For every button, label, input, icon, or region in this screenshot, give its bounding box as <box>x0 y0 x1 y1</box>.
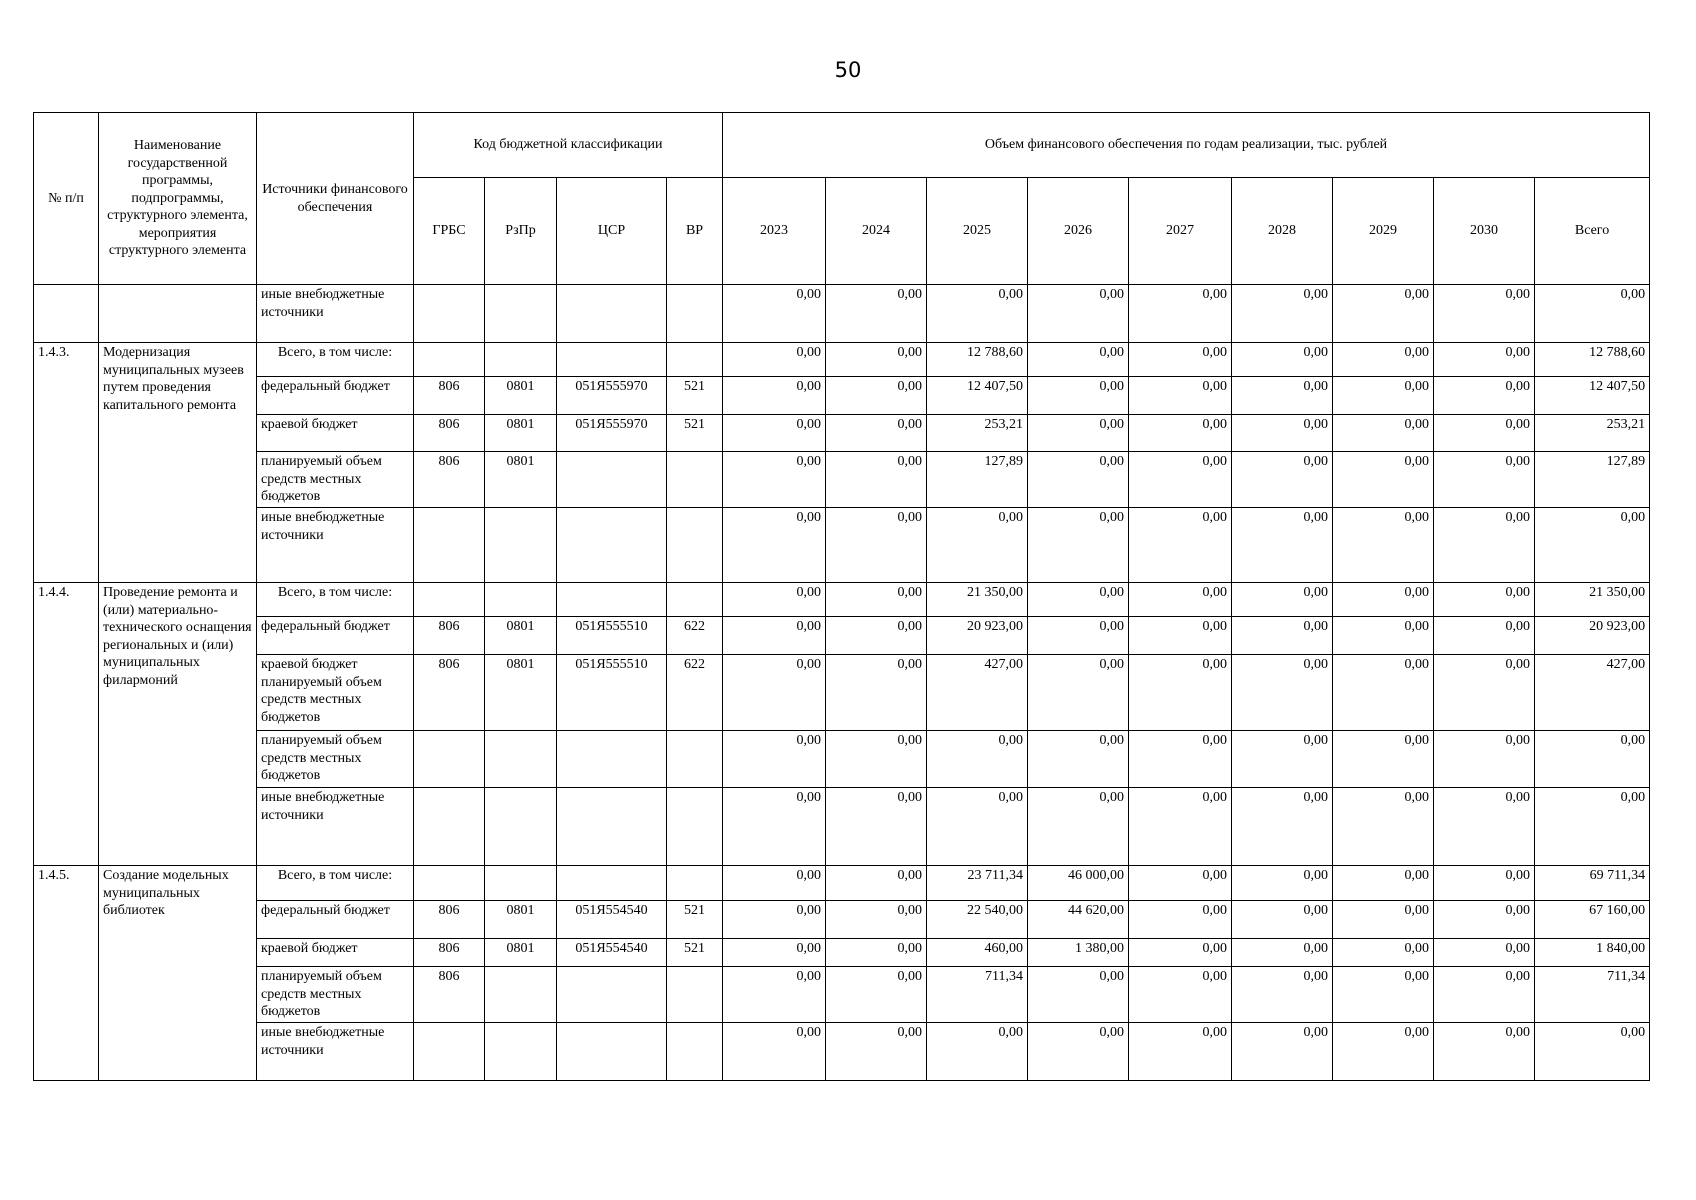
grbs-code <box>414 285 485 343</box>
amount-2027: 0,00 <box>1129 415 1232 452</box>
total-label: Всего, в том числе: <box>257 343 414 377</box>
amount-2025: 0,00 <box>927 1023 1028 1081</box>
total-label: Всего, в том числе: <box>257 866 414 901</box>
rzpr-code <box>485 285 557 343</box>
vr-code <box>667 508 723 583</box>
rzpr-code <box>485 508 557 583</box>
amount-2029: 0,00 <box>1333 583 1434 617</box>
row-number: 1.4.4. <box>34 583 99 866</box>
amount-2026: 0,00 <box>1028 377 1129 415</box>
row-number: 1.4.3. <box>34 343 99 583</box>
amount-2026: 0,00 <box>1028 508 1129 583</box>
header-budget-code: Код бюджетной классификации <box>414 113 723 178</box>
amount-2030: 0,00 <box>1434 508 1535 583</box>
table-row <box>34 655 1650 731</box>
header-year-2028: 2028 <box>1232 178 1333 285</box>
amount-2023: 0,00 <box>723 1023 826 1081</box>
amount-2030: 0,00 <box>1434 967 1535 1023</box>
amount-2027: 0,00 <box>1129 617 1232 655</box>
grbs-code: 806 <box>414 901 485 939</box>
amount-2030: 0,00 <box>1434 415 1535 452</box>
amount-2026: 0,00 <box>1028 285 1129 343</box>
measure-name: Проведение ремонта и (или) материально-технического оснащения региональных и (или) муниципальных филармоний <box>99 583 257 866</box>
funding-source: иные внебюджетные источники <box>257 788 414 866</box>
rzpr-code: 0801 <box>485 377 557 415</box>
csr-code <box>557 866 667 901</box>
table-row <box>34 788 1650 866</box>
header-year-2024: 2024 <box>826 178 927 285</box>
table-row <box>34 617 1650 655</box>
amount-2023: 0,00 <box>723 583 826 617</box>
amount-total: 67 160,00 <box>1535 901 1650 939</box>
amount-2029: 0,00 <box>1333 617 1434 655</box>
amount-2024: 0,00 <box>826 452 927 508</box>
amount-2023: 0,00 <box>723 508 826 583</box>
grbs-code: 806 <box>414 415 485 452</box>
grbs-code: 806 <box>414 967 485 1023</box>
amount-2023: 0,00 <box>723 866 826 901</box>
table-row <box>34 939 1650 967</box>
amount-2025: 0,00 <box>927 508 1028 583</box>
grbs-code <box>414 731 485 788</box>
grbs-code <box>414 866 485 901</box>
table-row <box>34 901 1650 939</box>
amount-2027: 0,00 <box>1129 939 1232 967</box>
amount-2024: 0,00 <box>826 583 927 617</box>
amount-2023: 0,00 <box>723 285 826 343</box>
table-row <box>34 731 1650 788</box>
csr-code: 051Я555970 <box>557 377 667 415</box>
financing-table <box>33 112 1650 1081</box>
amount-2023: 0,00 <box>723 967 826 1023</box>
vr-code: 622 <box>667 655 723 731</box>
total-label: Всего, в том числе: <box>257 583 414 617</box>
amount-2030: 0,00 <box>1434 285 1535 343</box>
rzpr-code: 0801 <box>485 939 557 967</box>
amount-2026: 0,00 <box>1028 655 1129 731</box>
vr-code: 521 <box>667 377 723 415</box>
amount-2023: 0,00 <box>723 901 826 939</box>
amount-2024: 0,00 <box>826 377 927 415</box>
vr-code <box>667 343 723 377</box>
table-row <box>34 1023 1650 1081</box>
amount-2024: 0,00 <box>826 343 927 377</box>
amount-total: 20 923,00 <box>1535 617 1650 655</box>
amount-2026: 46 000,00 <box>1028 866 1129 901</box>
funding-source: иные внебюджетные источники <box>257 1023 414 1081</box>
csr-code <box>557 583 667 617</box>
amount-total: 69 711,34 <box>1535 866 1650 901</box>
amount-2030: 0,00 <box>1434 731 1535 788</box>
csr-code <box>557 343 667 377</box>
amount-2027: 0,00 <box>1129 508 1232 583</box>
vr-code: 622 <box>667 617 723 655</box>
amount-2023: 0,00 <box>723 452 826 508</box>
header-grbs: ГРБС <box>414 178 485 285</box>
amount-total: 0,00 <box>1535 731 1650 788</box>
amount-2024: 0,00 <box>826 866 927 901</box>
funding-source: краевой бюджет <box>257 415 414 452</box>
amount-2024: 0,00 <box>826 508 927 583</box>
measure-name: Модернизация муниципальных музеев путем проведения капитального ремонта <box>99 343 257 583</box>
amount-2030: 0,00 <box>1434 583 1535 617</box>
amount-2027: 0,00 <box>1129 901 1232 939</box>
header-year-2025: 2025 <box>927 178 1028 285</box>
amount-2028: 0,00 <box>1232 452 1333 508</box>
rzpr-code <box>485 583 557 617</box>
header-year-2029: 2029 <box>1333 178 1434 285</box>
header-volume: Объем финансового обеспечения по годам реализации, тыс. рублей <box>723 113 1650 178</box>
amount-2025: 427,00 <box>927 655 1028 731</box>
funding-source: федеральный бюджет <box>257 377 414 415</box>
vr-code: 521 <box>667 415 723 452</box>
table-row <box>34 866 1650 901</box>
vr-code <box>667 731 723 788</box>
amount-2024: 0,00 <box>826 731 927 788</box>
csr-code <box>557 731 667 788</box>
amount-2028: 0,00 <box>1232 1023 1333 1081</box>
header-rzpr: РзПр <box>485 178 557 285</box>
rzpr-code <box>485 967 557 1023</box>
funding-source: иные внебюджетные источники <box>257 285 414 343</box>
amount-2026: 0,00 <box>1028 415 1129 452</box>
amount-2030: 0,00 <box>1434 788 1535 866</box>
amount-2023: 0,00 <box>723 377 826 415</box>
amount-2027: 0,00 <box>1129 967 1232 1023</box>
csr-code <box>557 285 667 343</box>
amount-2024: 0,00 <box>826 901 927 939</box>
amount-2030: 0,00 <box>1434 452 1535 508</box>
rzpr-code: 0801 <box>485 901 557 939</box>
amount-2023: 0,00 <box>723 415 826 452</box>
amount-2028: 0,00 <box>1232 655 1333 731</box>
amount-2026: 0,00 <box>1028 617 1129 655</box>
amount-2027: 0,00 <box>1129 583 1232 617</box>
amount-2029: 0,00 <box>1333 655 1434 731</box>
header-year-2027: 2027 <box>1129 178 1232 285</box>
measure-name <box>99 285 257 343</box>
rzpr-code: 0801 <box>485 617 557 655</box>
grbs-code: 806 <box>414 939 485 967</box>
amount-total: 253,21 <box>1535 415 1650 452</box>
amount-2029: 0,00 <box>1333 788 1434 866</box>
amount-2025: 0,00 <box>927 788 1028 866</box>
amount-2026: 1 380,00 <box>1028 939 1129 967</box>
funding-source: краевой бюджет планируемый объем средств местных бюджетов <box>257 655 414 731</box>
page-number: 50 <box>834 58 862 82</box>
amount-2029: 0,00 <box>1333 901 1434 939</box>
amount-2025: 460,00 <box>927 939 1028 967</box>
header-total: Всего <box>1535 178 1650 285</box>
amount-2029: 0,00 <box>1333 939 1434 967</box>
vr-code <box>667 583 723 617</box>
amount-2027: 0,00 <box>1129 1023 1232 1081</box>
amount-2030: 0,00 <box>1434 617 1535 655</box>
table-row <box>34 285 1650 343</box>
grbs-code <box>414 583 485 617</box>
grbs-code: 806 <box>414 452 485 508</box>
amount-2026: 0,00 <box>1028 583 1129 617</box>
amount-2023: 0,00 <box>723 343 826 377</box>
amount-2029: 0,00 <box>1333 415 1434 452</box>
amount-2026: 0,00 <box>1028 788 1129 866</box>
amount-2024: 0,00 <box>826 415 927 452</box>
amount-total: 127,89 <box>1535 452 1650 508</box>
grbs-code: 806 <box>414 617 485 655</box>
vr-code <box>667 866 723 901</box>
amount-2029: 0,00 <box>1333 377 1434 415</box>
amount-2028: 0,00 <box>1232 508 1333 583</box>
vr-code: 521 <box>667 901 723 939</box>
amount-2023: 0,00 <box>723 939 826 967</box>
amount-2026: 44 620,00 <box>1028 901 1129 939</box>
amount-2025: 21 350,00 <box>927 583 1028 617</box>
csr-code: 051Я555510 <box>557 617 667 655</box>
amount-2024: 0,00 <box>826 1023 927 1081</box>
table-row <box>34 583 1650 617</box>
amount-2023: 0,00 <box>723 731 826 788</box>
amount-2025: 22 540,00 <box>927 901 1028 939</box>
amount-2028: 0,00 <box>1232 967 1333 1023</box>
table-row <box>34 508 1650 583</box>
amount-2025: 253,21 <box>927 415 1028 452</box>
amount-total: 1 840,00 <box>1535 939 1650 967</box>
amount-2029: 0,00 <box>1333 967 1434 1023</box>
csr-code: 051Я554540 <box>557 939 667 967</box>
amount-2025: 23 711,34 <box>927 866 1028 901</box>
amount-2024: 0,00 <box>826 967 927 1023</box>
amount-2030: 0,00 <box>1434 1023 1535 1081</box>
vr-code <box>667 452 723 508</box>
rzpr-code <box>485 1023 557 1081</box>
table-row <box>34 343 1650 377</box>
amount-2025: 12 788,60 <box>927 343 1028 377</box>
rzpr-code: 0801 <box>485 655 557 731</box>
csr-code: 051Я554540 <box>557 901 667 939</box>
vr-code <box>667 788 723 866</box>
amount-2028: 0,00 <box>1232 788 1333 866</box>
amount-2025: 0,00 <box>927 285 1028 343</box>
amount-total: 711,34 <box>1535 967 1650 1023</box>
table-row <box>34 967 1650 1023</box>
amount-2025: 711,34 <box>927 967 1028 1023</box>
amount-2028: 0,00 <box>1232 583 1333 617</box>
amount-2029: 0,00 <box>1333 731 1434 788</box>
amount-2027: 0,00 <box>1129 866 1232 901</box>
amount-2030: 0,00 <box>1434 377 1535 415</box>
amount-2023: 0,00 <box>723 788 826 866</box>
amount-2029: 0,00 <box>1333 508 1434 583</box>
amount-2027: 0,00 <box>1129 788 1232 866</box>
amount-2025: 127,89 <box>927 452 1028 508</box>
header-name: Наименование государственной программы, подпрограммы, структурного элемента, мероприятия структурного элемента <box>99 113 257 285</box>
amount-2030: 0,00 <box>1434 655 1535 731</box>
amount-2027: 0,00 <box>1129 731 1232 788</box>
amount-2025: 0,00 <box>927 731 1028 788</box>
amount-2029: 0,00 <box>1333 1023 1434 1081</box>
amount-2028: 0,00 <box>1232 285 1333 343</box>
funding-source: планируемый объем средств местных бюджетов <box>257 967 414 1023</box>
table-row <box>34 415 1650 452</box>
amount-2024: 0,00 <box>826 788 927 866</box>
amount-2028: 0,00 <box>1232 866 1333 901</box>
measure-name: Создание модельных муниципальных библиотек <box>99 866 257 1081</box>
amount-2028: 0,00 <box>1232 901 1333 939</box>
rzpr-code: 0801 <box>485 415 557 452</box>
csr-code <box>557 452 667 508</box>
csr-code: 051Я555510 <box>557 655 667 731</box>
funding-source: федеральный бюджет <box>257 901 414 939</box>
grbs-code <box>414 1023 485 1081</box>
header-year-2030: 2030 <box>1434 178 1535 285</box>
table-row <box>34 452 1650 508</box>
csr-code: 051Я555970 <box>557 415 667 452</box>
amount-2026: 0,00 <box>1028 731 1129 788</box>
amount-2028: 0,00 <box>1232 731 1333 788</box>
vr-code <box>667 967 723 1023</box>
funding-source: федеральный бюджет <box>257 617 414 655</box>
grbs-code: 806 <box>414 655 485 731</box>
amount-2029: 0,00 <box>1333 343 1434 377</box>
csr-code <box>557 508 667 583</box>
amount-total: 0,00 <box>1535 1023 1650 1081</box>
amount-2028: 0,00 <box>1232 415 1333 452</box>
grbs-code <box>414 508 485 583</box>
rzpr-code <box>485 788 557 866</box>
header-year-2023: 2023 <box>723 178 826 285</box>
funding-source: планируемый объем средств местных бюджетов <box>257 452 414 508</box>
table-header <box>34 113 1650 285</box>
amount-2026: 0,00 <box>1028 452 1129 508</box>
csr-code <box>557 788 667 866</box>
amount-total: 12 788,60 <box>1535 343 1650 377</box>
amount-2024: 0,00 <box>826 285 927 343</box>
grbs-code <box>414 788 485 866</box>
table-body <box>34 285 1650 1081</box>
header-csr: ЦСР <box>557 178 667 285</box>
amount-2027: 0,00 <box>1129 285 1232 343</box>
amount-total: 0,00 <box>1535 508 1650 583</box>
amount-total: 21 350,00 <box>1535 583 1650 617</box>
rzpr-code <box>485 866 557 901</box>
amount-2030: 0,00 <box>1434 901 1535 939</box>
funding-source: иные внебюджетные источники <box>257 508 414 583</box>
grbs-code: 806 <box>414 377 485 415</box>
amount-2029: 0,00 <box>1333 285 1434 343</box>
header-num: № п/п <box>34 113 99 285</box>
vr-code <box>667 1023 723 1081</box>
amount-total: 427,00 <box>1535 655 1650 731</box>
amount-total: 12 407,50 <box>1535 377 1650 415</box>
header-vr: ВР <box>667 178 723 285</box>
vr-code: 521 <box>667 939 723 967</box>
rzpr-code <box>485 731 557 788</box>
table-row <box>34 377 1650 415</box>
amount-2026: 0,00 <box>1028 343 1129 377</box>
header-year-2026: 2026 <box>1028 178 1129 285</box>
csr-code <box>557 1023 667 1081</box>
amount-2028: 0,00 <box>1232 343 1333 377</box>
amount-2029: 0,00 <box>1333 452 1434 508</box>
amount-2024: 0,00 <box>826 939 927 967</box>
amount-2026: 0,00 <box>1028 967 1129 1023</box>
funding-source: краевой бюджет <box>257 939 414 967</box>
funding-source: планируемый объем средств местных бюджетов <box>257 731 414 788</box>
amount-2024: 0,00 <box>826 617 927 655</box>
amount-2027: 0,00 <box>1129 452 1232 508</box>
amount-2030: 0,00 <box>1434 939 1535 967</box>
amount-2027: 0,00 <box>1129 377 1232 415</box>
amount-2026: 0,00 <box>1028 1023 1129 1081</box>
rzpr-code: 0801 <box>485 452 557 508</box>
grbs-code <box>414 343 485 377</box>
amount-2027: 0,00 <box>1129 655 1232 731</box>
csr-code <box>557 967 667 1023</box>
amount-2028: 0,00 <box>1232 617 1333 655</box>
row-number <box>34 285 99 343</box>
amount-2029: 0,00 <box>1333 866 1434 901</box>
amount-2030: 0,00 <box>1434 866 1535 901</box>
amount-2023: 0,00 <box>723 617 826 655</box>
amount-2025: 20 923,00 <box>927 617 1028 655</box>
amount-total: 0,00 <box>1535 285 1650 343</box>
amount-2023: 0,00 <box>723 655 826 731</box>
amount-2025: 12 407,50 <box>927 377 1028 415</box>
amount-total: 0,00 <box>1535 788 1650 866</box>
rzpr-code <box>485 343 557 377</box>
row-number: 1.4.5. <box>34 866 99 1081</box>
amount-2027: 0,00 <box>1129 343 1232 377</box>
amount-2028: 0,00 <box>1232 939 1333 967</box>
amount-2030: 0,00 <box>1434 343 1535 377</box>
header-source: Источники финансового обеспечения <box>257 113 414 285</box>
amount-2028: 0,00 <box>1232 377 1333 415</box>
amount-2024: 0,00 <box>826 655 927 731</box>
vr-code <box>667 285 723 343</box>
